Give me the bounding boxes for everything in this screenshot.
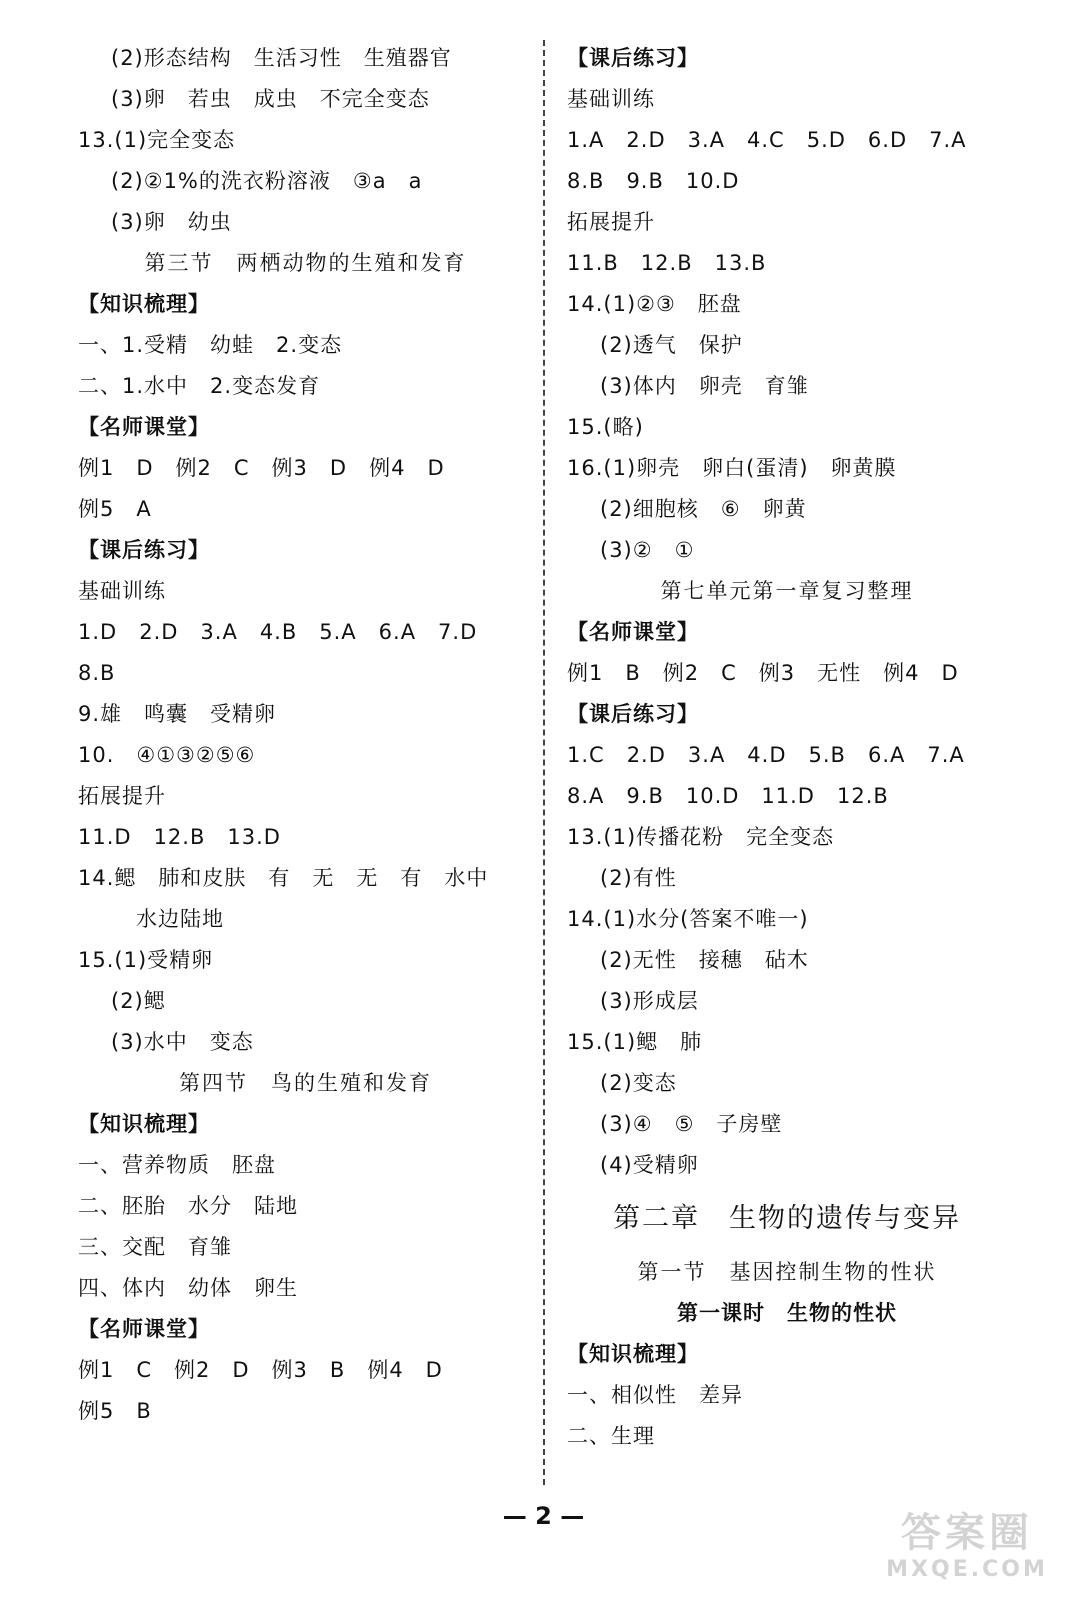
answer-line: 四、体内 幼体 卵生 [78, 1276, 298, 1300]
answer-line: 水边陆地 [136, 907, 224, 931]
answer-line: 三、交配 育雏 [78, 1235, 232, 1259]
subsection-heading: 【课后练习】 [567, 46, 699, 70]
section-title: 第七单元第一章复习整理 [660, 579, 914, 603]
answer-line: (2)形态结构 生活习性 生殖器官 [111, 46, 452, 70]
answer-line: 例5 B [78, 1399, 152, 1423]
answer-line: 15.(1)鳃 肺 [567, 1030, 703, 1054]
watermark-text: 答案圈 [901, 1510, 1033, 1556]
answer-line: 8.B [78, 661, 116, 685]
answer-line: 1.D 2.D 3.A 4.B 5.A 6.A 7.D [78, 620, 478, 644]
section-title: 第三节 两栖动物的生殖和发育 [144, 251, 467, 275]
answer-line: (3)体内 卵壳 育雏 [600, 374, 809, 398]
answer-line: (3)② ① [600, 538, 695, 562]
subsection-heading: 【课后练习】 [78, 538, 210, 562]
answer-line: (3)④ ⑤ 子房壁 [600, 1112, 783, 1136]
category-label: 基础训练 [78, 579, 166, 603]
category-label: 拓展提升 [567, 210, 655, 234]
answer-line: (3)卵 若虫 成虫 不完全变态 [111, 87, 430, 111]
answer-line: (3)形成层 [600, 989, 699, 1013]
answer-line: 14.(1)②③ 胚盘 [567, 292, 742, 316]
left-column [78, 38, 533, 1432]
answer-line: (2)细胞核 ⑥ 卵黄 [600, 497, 807, 521]
answer-line: (2)鳃 [111, 989, 166, 1013]
answer-line: 二、生理 [567, 1424, 655, 1448]
answer-line: 14.鳃 肺和皮肤 有 无 无 有 水中 [78, 866, 489, 890]
subsection-heading: 【知识梳理】 [78, 292, 210, 316]
answer-line: 1.C 2.D 3.A 4.D 5.B 6.A 7.A [567, 743, 965, 767]
answer-line: 二、1.水中 2.变态发育 [78, 374, 321, 398]
answer-line: (2)透气 保护 [600, 333, 743, 357]
subsection-heading: 【名师课堂】 [78, 415, 210, 439]
answer-line: 10. ④①③②⑤⑥ [78, 743, 256, 767]
chapter-title: 第二章 生物的遗传与变异 [613, 1203, 961, 1234]
category-label: 基础训练 [567, 87, 655, 111]
answer-line: 13.(1)完全变态 [78, 128, 236, 152]
answer-line: 14.(1)水分(答案不唯一) [567, 907, 809, 931]
answer-line: 一、相似性 差异 [567, 1383, 743, 1407]
answer-line: 11.B 12.B 13.B [567, 251, 767, 275]
answer-line: 13.(1)传播花粉 完全变态 [567, 825, 835, 849]
answer-line: (3)卵 幼虫 [111, 210, 232, 234]
answer-line: 9.雄 鸣囊 受精卵 [78, 702, 277, 726]
answer-line: 例1 C 例2 D 例3 B 例4 D [78, 1358, 443, 1382]
answer-line: (2)②1%的洗衣粉溶液 ③a a [111, 169, 423, 193]
lesson-title: 第一课时 生物的性状 [677, 1301, 897, 1325]
subsection-heading: 【知识梳理】 [78, 1112, 210, 1136]
answer-line: 15.(1)受精卵 [78, 948, 214, 972]
answer-line: 11.D 12.B 13.D [78, 825, 281, 849]
answer-line: (2)变态 [600, 1071, 677, 1095]
subsection-heading: 【名师课堂】 [78, 1317, 210, 1341]
answer-line: 8.B 9.B 10.D [567, 169, 740, 193]
subsection-heading: 【名师课堂】 [567, 620, 699, 644]
watermark-logo [867, 1510, 1067, 1590]
answer-line: (2)有性 [600, 866, 677, 890]
answer-line: (4)受精卵 [600, 1153, 699, 1177]
watermark-url: MXQE.COM [886, 1557, 1048, 1582]
answer-line: 1.A 2.D 3.A 4.C 5.D 6.D 7.A [567, 128, 967, 152]
section-title: 第四节 鸟的生殖和发育 [179, 1071, 432, 1095]
answer-line: 例1 B 例2 C 例3 无性 例4 D [567, 661, 959, 685]
column-divider [543, 40, 545, 1485]
answer-line: 8.A 9.B 10.D 11.D 12.B [567, 784, 889, 808]
answer-line: (2)无性 接穗 砧木 [600, 948, 809, 972]
subsection-heading: 【课后练习】 [567, 702, 699, 726]
section-title: 第一节 基因控制生物的性状 [637, 1260, 937, 1284]
answer-line: 一、营养物质 胚盘 [78, 1153, 276, 1177]
category-label: 拓展提升 [78, 784, 166, 808]
right-column [567, 38, 1007, 1457]
answer-line: 例5 A [78, 497, 152, 521]
answer-line: 例1 D 例2 C 例3 D 例4 D [78, 456, 445, 480]
answer-line: 16.(1)卵壳 卵白(蛋清) 卵黄膜 [567, 456, 897, 480]
answer-line: 二、胚胎 水分 陆地 [78, 1194, 298, 1218]
subsection-heading: 【知识梳理】 [567, 1342, 699, 1366]
answer-line: 15.(略) [567, 415, 644, 439]
page-number: — 2 — [502, 1502, 585, 1530]
answer-line: (3)水中 变态 [111, 1030, 254, 1054]
answer-line: 一、1.受精 幼蛙 2.变态 [78, 333, 343, 357]
